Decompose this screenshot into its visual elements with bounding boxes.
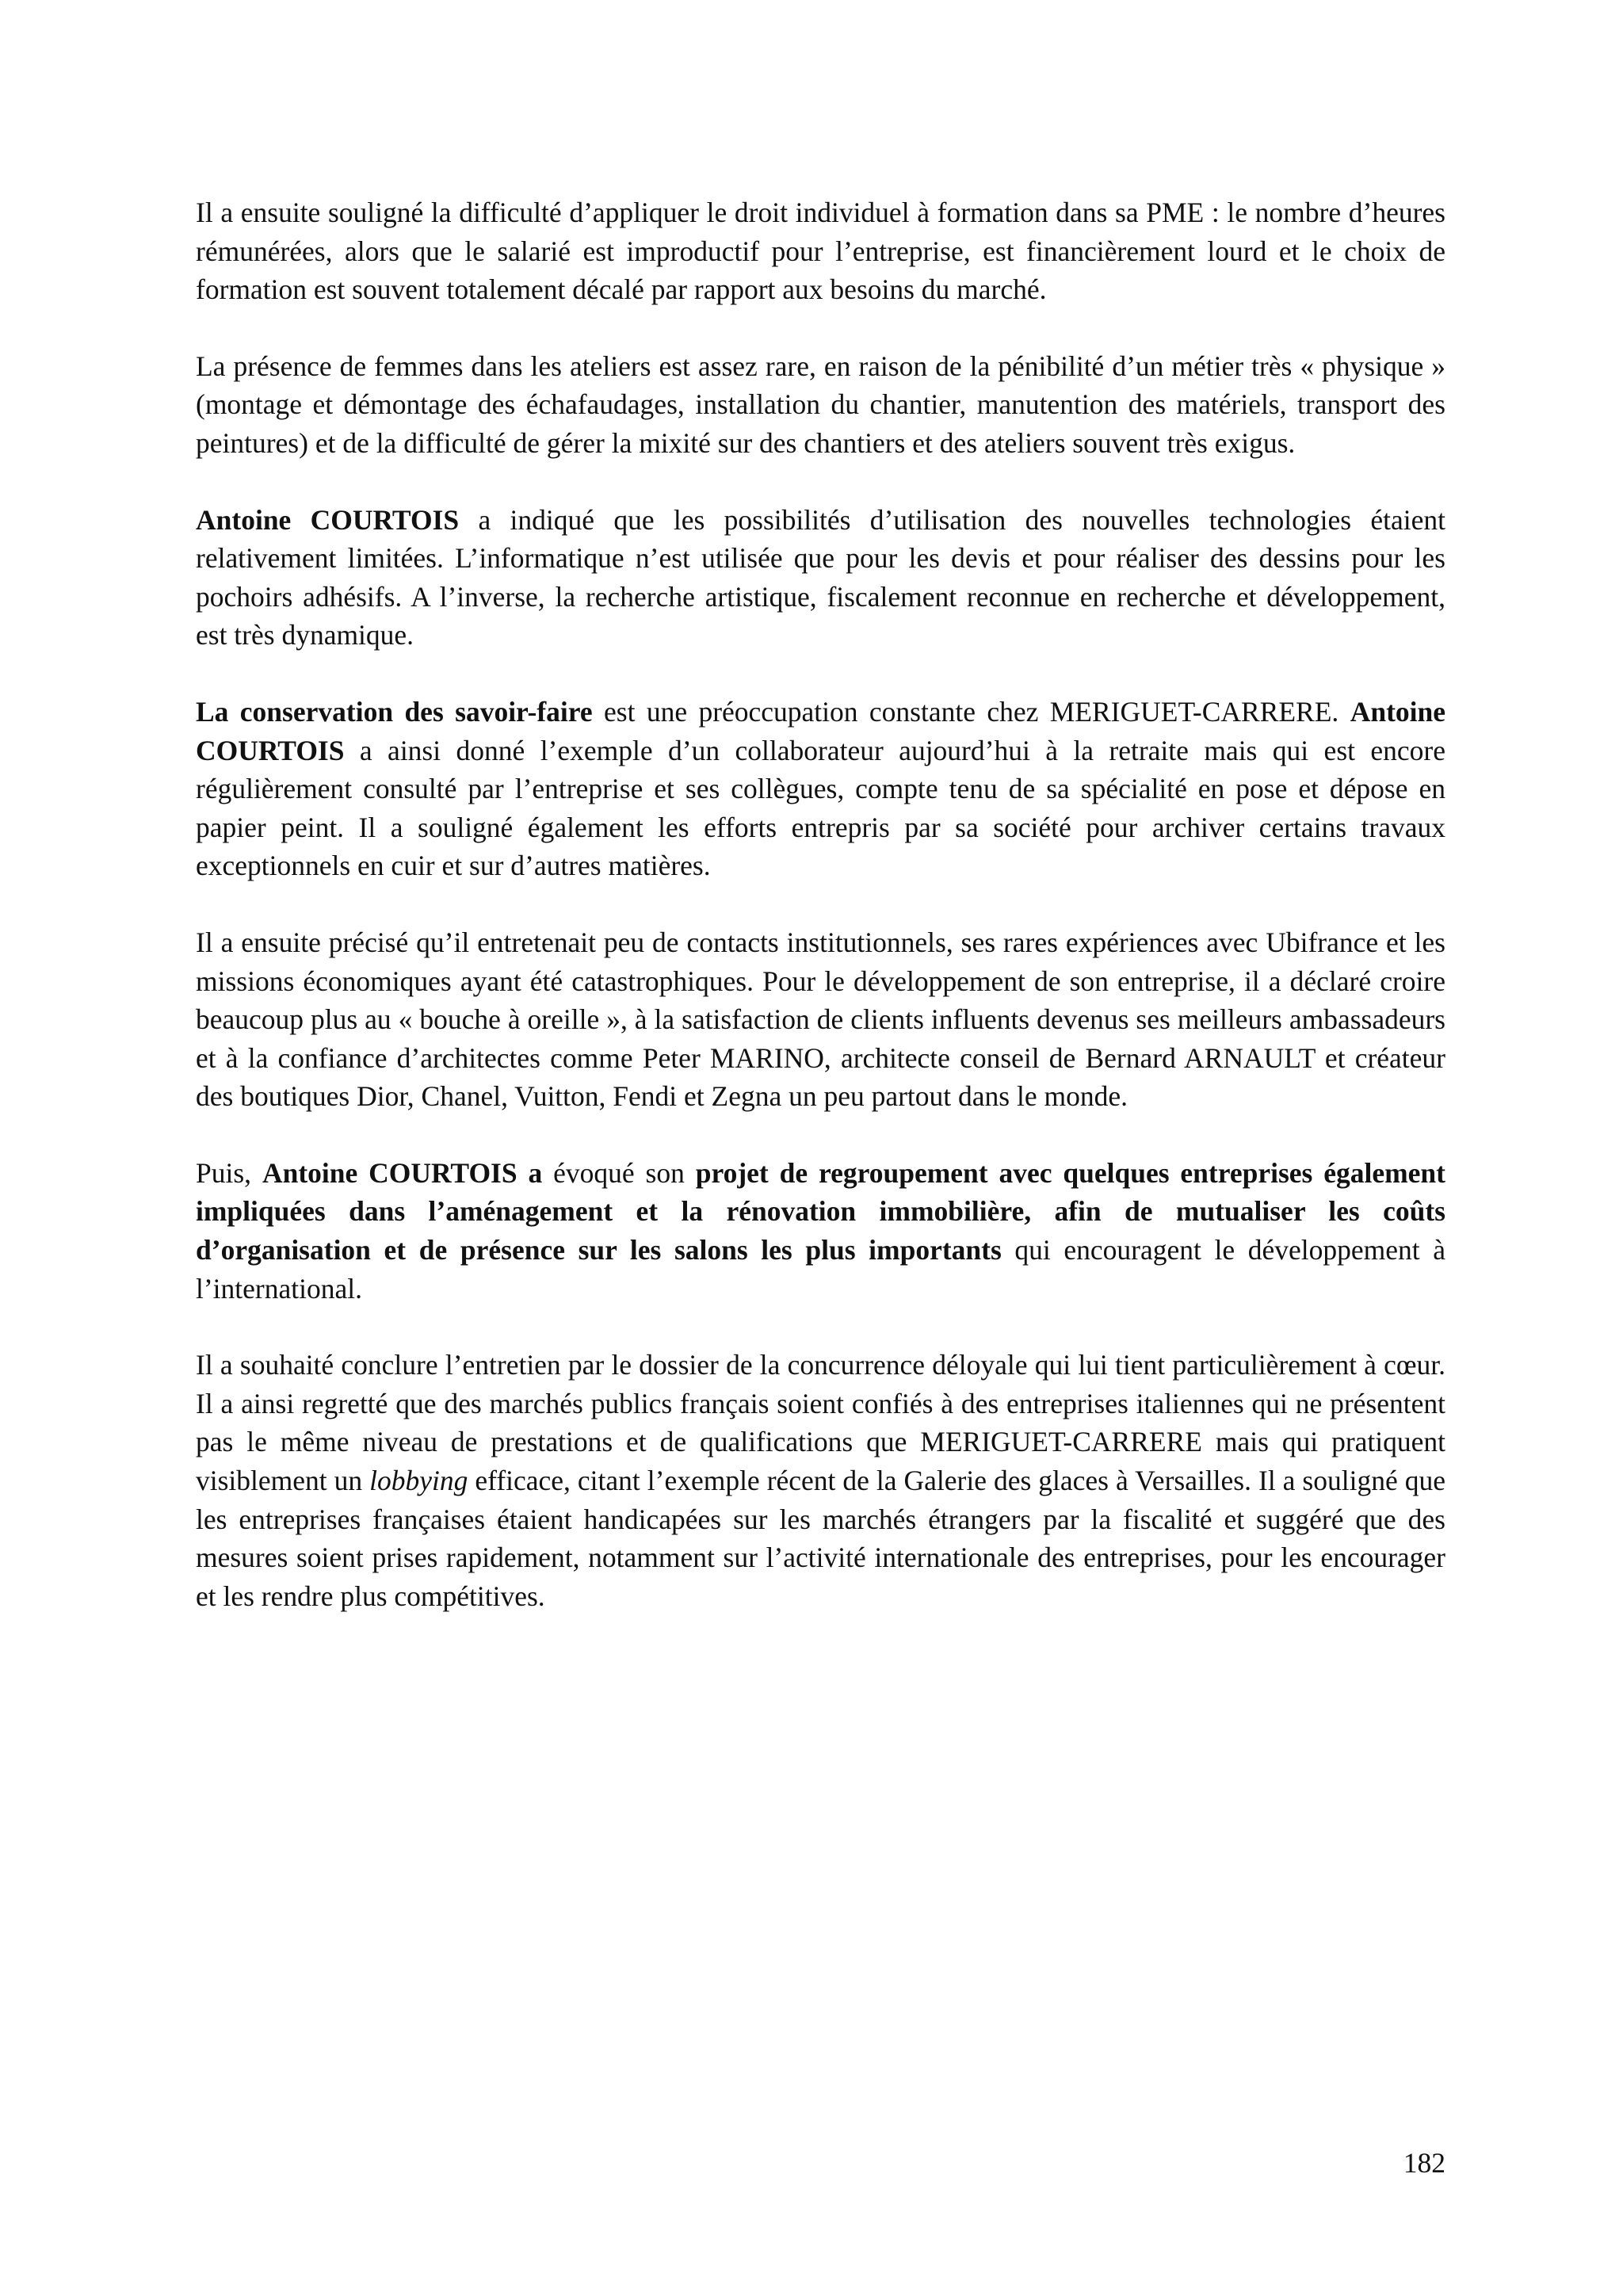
text-segment: Puis, [196,1156,262,1189]
bold-phrase: La conservation des savoir-faire [196,695,593,728]
italic-word: lobbying [369,1465,468,1497]
text-segment: Il a ensuite souligné la difficulté d’appliquer le droit individuel à formation dans sa PME : le nombre d’heures rémunérées, alors que le salarié est improductif pour l’entreprise, est financièrement lourd et le choix de formation est souvent totalement décalé par rapport aux besoins du marché. [196,197,1445,306]
page-number: 182 [1403,2147,1445,2179]
paragraph-3 [196,501,1445,655]
text-segment: a ainsi donné l’exemple d’un collaborateur aujourd’hui à la retraite mais qui est encore régulièrement consulté par l’entreprise et ses collègues, compte tenu de sa spécialité en pose et dépose en papier peint. Il a souligné également les efforts entrepris par sa société pour archiver certains travaux exceptionnels en cuir et sur d’autres matières. [196,734,1445,882]
paragraph-7 [196,1346,1445,1615]
paragraph-2 [196,347,1445,463]
text-segment: Il a souhaité conclure l’entretien par le dossier de la concurrence déloyale qui lui tient particulièrement à cœur. Il a ainsi regretté que des marchés publics français soient confiés à des entreprises italiennes qui ne présentent pas le même niveau de prestations et de qualifications que MERIGUET-CARRERE mais qui pratiquent visiblement un [196,1349,1445,1497]
paragraph-4 [196,693,1445,885]
paragraph-6 [196,1154,1445,1308]
bold-name: Antoine COURTOIS a [262,1156,543,1189]
bold-name: Antoine COURTOIS [196,695,1446,766]
text-segment: est une préoccupation constante chez MERIGUET-CARRERE. [592,695,1350,728]
paragraph-1 [196,193,1445,309]
paragraph-5 [196,923,1445,1116]
text-segment: La présence de femmes dans les ateliers est assez rare, en raison de la pénibilité d’un métier très « physique » (montage et démontage des échafaudages, installation du chantier, manutention des matériels, transport des peintures) et de la difficulté de gérer la mixité sur des chantiers et des ateliers souvent très exigus. [196,350,1445,459]
document-body [196,193,1445,1653]
text-segment: efficace, citant l’exemple récent de la Galerie des glaces à Versailles. Il a souligné que les entreprises françaises étaient handicapées sur les marchés étrangers par la fiscalité et suggéré que des mesures soient prises rapidement, notamment sur l’activité internationale des entreprises, pour les encourager et les rendre plus compétitives. [196,1465,1445,1612]
text-segment: Il a ensuite précisé qu’il entretenait peu de contacts institutionnels, ses rares expériences avec Ubifrance et les missions économiques ayant été catastrophiques. Pour le développement de son entreprise, il a déclaré croire beaucoup plus au « bouche à oreille », à la satisfaction de clients influents devenus ses meilleurs ambassadeurs et à la confiance d’architectes comme Peter MARINO, architecte conseil de Bernard ARNAULT et créateur des boutiques Dior, Chanel, Vuitton, Fendi et Zegna un peu partout dans le monde. [196,926,1445,1113]
bold-phrase: projet de regroupement avec quelques entreprises également impliquées dans l’aménagement et la rénovation immobilière, afin de mutualiser les coûts d’organisation et de présence sur les salons les plus importants [196,1156,1446,1266]
bold-name: Antoine COURTOIS [196,503,460,536]
text-segment: qui encouragent le développement à l’international. [196,1234,1445,1305]
text-segment: évoqué son [542,1156,696,1189]
text-segment: a indiqué que les possibilités d’utilisation des nouvelles technologies étaient relativement limitées. L’informatique n’est utilisée que pour les devis et pour réaliser des dessins pour les pochoirs adhésifs. A l’inverse, la recherche artistique, fiscalement reconnue en recherche et développement, est très dynamique. [196,503,1445,651]
